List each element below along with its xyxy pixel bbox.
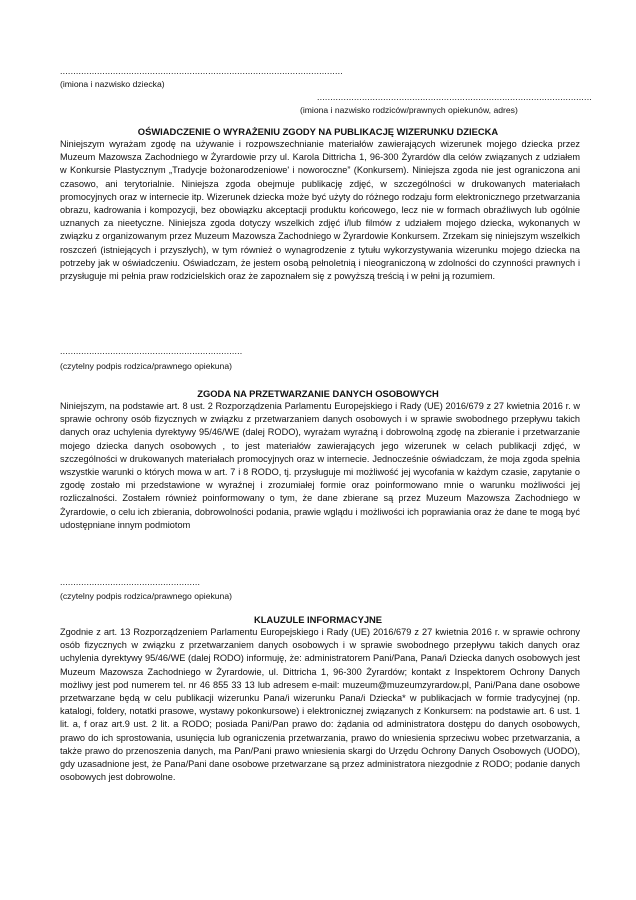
parents-name-field[interactable]: ........................................................................................................	[317, 92, 592, 102]
child-name-caption: (imiona i nazwisko dziecka)	[60, 79, 165, 89]
data-processing-text: Niniejszym, na podstawie art. 8 ust. 2 Rozporządzenia Parlamentu Europejskiego i Rady (UE) 2016/679 z 27 kwietnia 2016 r. w sprawie ochrony osób fizycznych w związku z przetwarzaniem danych osobowych i w sprawie swobodnego przepływu takich danych oraz uchylenia dyrektywy 95/46/WE (dalej RODO), wyrażam wyraźną i dobrowolną zgodę na zbieranie i przetwarzanie mojego dziecka danych osobowych , to jest materiałów zawierających jego wizerunek w celach publikacji zdjęć, w szczególności w drukowanych materiałach promocyjnych oraz w internecie. Jednocześnie oświadczam, że moja zgoda spełnia wszystkie warunki o których mowa w art. 7 i 8 RODO, tj. przysługuje mi możliwość jej wycofania w każdym czasie, zapytanie o zgodę zostało mi przedstawione w wyraźnej i zrozumiałej formie oraz poinformowano mnie o warunku możliwości jej rozliczalności. Zostałem również poinformowany o tym, że dane zbierane są przez Muzeum Mazowsza Zachodniego w Żyrardowie, o celu ich zbierania, dobrowolności podania, prawie wglądu i możliwości ich poprawiania oraz że dane te mogą być udostępniane innym podmiotom	[60, 401, 580, 530]
child-name-field[interactable]: ...........................................................................................................	[60, 66, 343, 76]
parents-name-caption: (imiona i nazwisko rodziców/prawnych opiekunów, adres)	[300, 105, 518, 115]
information-clauses-text: Zgodnie z art. 13 Rozporządzeniem Parlamentu Europejskiego i Rady (UE) 2016/679 z 27 kwietnia 2016 r. w sprawie ochrony osób fizycznych w związku z przetwarzaniem danych osobowych i w sprawie swobodnego przepływu takich danych oraz uchylenia dyrektywy 95/46/WE (dalej RODO) informuję, że: administratorem Pani/Pana, Pana/i Dziecka danych osobowych jest Muzeum Mazowsza Zachodniego w Żyrardowie, ul. Dittricha 1, 96-300 Żyrardów; kontakt z Inspektorem Ochrony Danych możliwy jest pod numerem tel. nr 46 855 33 13 lub adresem e-mail: muzeum@muzeumzyrardow.pl, Pani/Pana dane osobowe przetwarzane będą w celu publikacji wizerunku Pana/i wizerunku Pana/i Dziecka* w publikacjach w formie tradycyjnej (np. katalogi, foldery, notatki prasowe, wystawy pokonkursowe) i elektronicznej związanych z Konkursem: na podstawie art. 6 ust. 1 lit. a, f oraz art.9 ust. 2 lit. a RODO; posiada Pani/Pan prawo do: żądania od administratora dostępu do danych osobowych, prawo do ich sprostowania, usunięcia lub ograniczenia przetwarzania, prawo do wniesienia sprzeciwu wobec przetwarzania, a także prawo do przenoszenia danych, ma Pan/Pani prawo wniesienia skargi do Urzędu Ochrony Danych Osobowych (UODO), gdy uzasadnione jest, że Pana/Pani dane osobowe przetwarzane są przez administratora niezgodnie z RODO; podanie danych osobowych jest dobrowolne.	[60, 627, 580, 783]
information-clauses-title: KLAUZULE INFORMACYJNE	[253, 614, 383, 625]
image-consent-text: Niniejszym wyrażam zgodę na używanie i rozpowszechnianie materiałów zawierających wizerunek mojego dziecka przez Muzeum Mazowsza Zachodniego w Żyrardowie przy ul. Karola Dittricha 1, 96-300 Żyrardów dla celów związanych z udziałem w Konkursie Plastycznym „Tradycje bożonarodzeniowe' i noworoczne” (Konkursem). Niniejsza zgoda nie jest ograniczona ani czasowo, ani terytorialnie. Niniejsza zgoda obejmuje publikację zdjęć, w szczególności w drukowanych materiałach promocyjnych oraz w internecie itp. Wizerunek dziecka może być użyty do różnego rodzaju form elektronicznego przetwarzania obrazu, kadrowania i kompozycji, bez obowiązku akceptacji produktu końcowego, lecz nie w formach obraźliwych lub ogólnie uznanych za nieetyczne. Niniejsza zgoda dotyczy wszelkich zdjęć i/lub filmów z udziałem mojego dziecka, wykonanych w związku z organizowanym przez Muzeum Mazowsza Zachodniego w Żyrardowie Konkursem. Zrzekam się niniejszym wszelkich roszczeń (istniejących i przyszłych), w tym również o wynagrodzenie z tytułu wykorzystywania wizerunku mojego dziecka na potrzeby jak w oświadczeniu. Oświadczam, że jestem osobą pełnoletnią i nieograniczoną w zdolności do czynności prawnych i przysługuje mi pełnia praw rodzicielskich oraz że zapoznałem się z powyższą treścią i w pełni ją rozumiem.	[60, 139, 580, 282]
data-processing-signature-field[interactable]: .....................................................	[60, 577, 201, 587]
data-processing-signature-caption: (czytelny podpis rodzica/prawnego opiekuna)	[60, 591, 232, 601]
image-consent-signature-caption: (czytelny podpis rodzica/prawnego opiekuna)	[60, 361, 232, 371]
image-consent-signature-field[interactable]: .....................................................................	[60, 346, 243, 356]
data-processing-title: ZGODA NA PRZETWARZANIE DANYCH OSOBOWYCH	[197, 388, 439, 399]
image-consent-title: OŚWIADCZENIE O WYRAŻENIU ZGODY NA PUBLIKACJĘ WIZERUNKU DZIECKA	[137, 126, 499, 137]
